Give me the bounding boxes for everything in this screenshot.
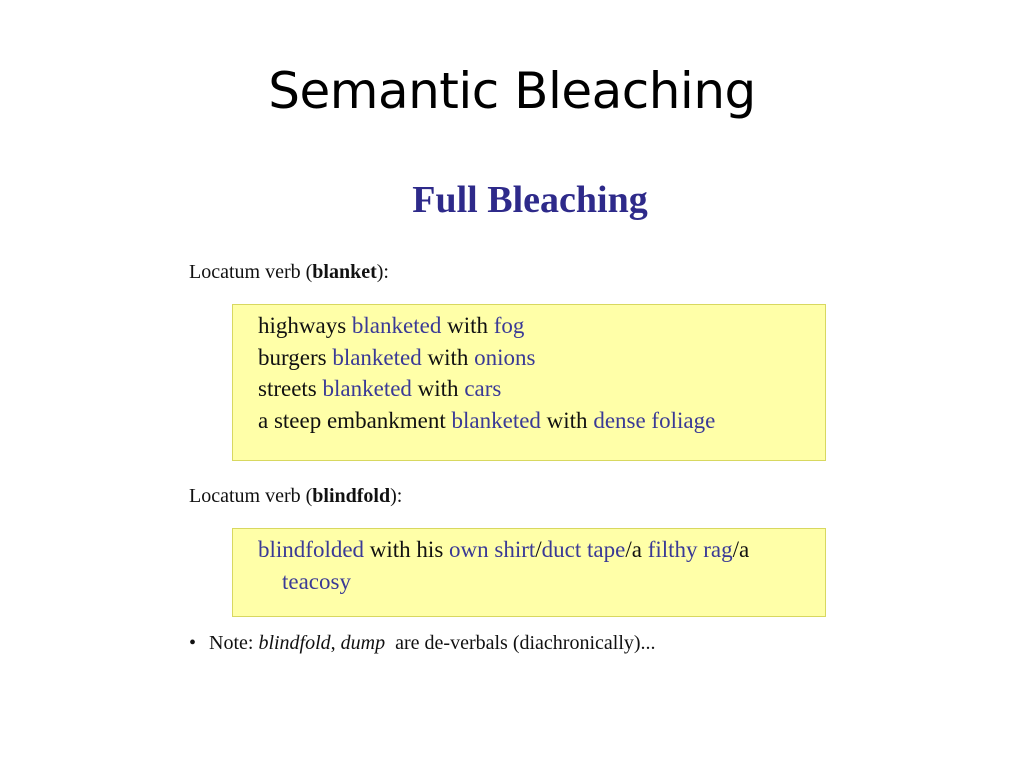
example-box-blindfold [232, 528, 826, 617]
example-object: onions [474, 344, 536, 370]
example-verb: blanketed [322, 376, 412, 401]
example-prep: with his [364, 537, 450, 562]
example-separator: / [535, 537, 542, 562]
example-line [258, 310, 825, 342]
example-object: filthy rag [647, 537, 733, 562]
example-separator: /a [732, 537, 750, 562]
example-line-continued [258, 566, 825, 598]
note-separator: , [330, 632, 341, 654]
example-prep: with [411, 376, 465, 401]
example-prep: with [421, 344, 475, 370]
example-line [258, 373, 825, 405]
example-box-blanket [232, 304, 826, 461]
section-heading: Full Bleaching [412, 179, 648, 221]
example-object: own shirt [449, 537, 536, 562]
bullet-icon: • [189, 632, 197, 654]
example-object: dense foliage [593, 407, 716, 433]
note-term: dump [340, 632, 386, 654]
example-subject: a steep embankment [258, 407, 452, 433]
example-verb: blanketed [351, 313, 442, 338]
label-text: Locatum verb ( [189, 261, 313, 283]
example-prep: with [441, 313, 494, 338]
example-object: teacosy [282, 568, 351, 594]
note-term: blindfold [258, 632, 331, 654]
section-label-blindfold [189, 485, 402, 508]
example-subject: streets [258, 376, 323, 401]
example-subject: highways [258, 313, 352, 338]
example-line [258, 534, 825, 566]
section-label-blanket [189, 261, 389, 284]
example-verb: blindfolded [258, 537, 365, 562]
label-verb: blindfold [312, 485, 391, 507]
note-bullet [189, 632, 656, 655]
label-text: ): [376, 261, 389, 283]
note-text: are de-verbals (diachronically)... [385, 632, 656, 654]
label-verb: blanket [312, 261, 377, 283]
example-prep: with [540, 407, 594, 433]
example-verb: blanketed [451, 407, 541, 433]
example-separator: /a [625, 537, 648, 562]
example-object: cars [464, 376, 502, 401]
example-object: fog [493, 313, 525, 338]
example-subject: burgers [258, 344, 333, 370]
example-line [258, 342, 825, 374]
note-prefix: Note: [209, 632, 259, 654]
label-text: Locatum verb ( [189, 485, 313, 507]
slide-title: Semantic Bleaching [268, 62, 756, 120]
example-verb: blanketed [332, 344, 422, 370]
example-line [258, 405, 825, 437]
example-object: duct tape [541, 537, 626, 562]
label-text: ): [390, 485, 403, 507]
